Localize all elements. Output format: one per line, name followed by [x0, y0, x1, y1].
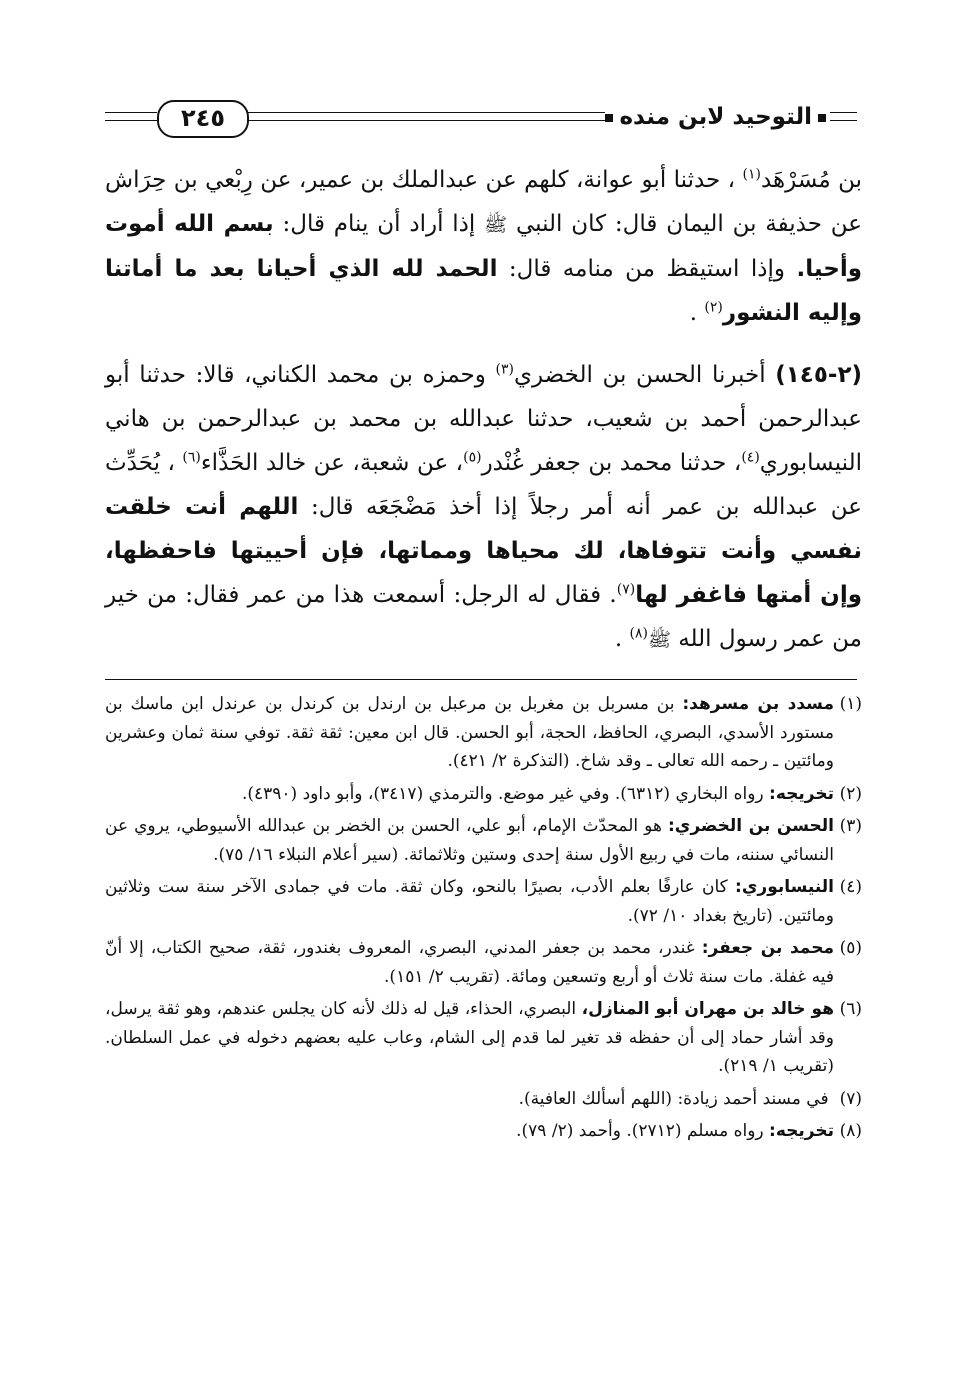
footnote-label: النيسابوري:	[735, 877, 835, 897]
hadith-text: بسم الله أموت وأحيا.	[105, 211, 863, 282]
square-ornament-icon	[605, 114, 613, 122]
footnote-number: (٣)	[839, 816, 862, 836]
footnote-text: هو المحدّث الإمام، أبو علي، الحسن بن الخضر بن عبدالله الأسيوطي، يروي عن النسائي سننه، مات في ربيع الأول سنة إحدى وستين وثلاثمائة. (سير أعلام النبلاء ١٦/ ٧٥).	[105, 816, 834, 865]
footnote-number: (٤)	[839, 877, 863, 897]
footnote-number: (٨)	[839, 1121, 862, 1141]
footnote-text: في مسند أحمد زيادة: (اللهم أسألك العافية).	[518, 1088, 829, 1109]
header-rule-mid-bottom	[245, 120, 605, 121]
footnote-text: رواه مسلم (٢٧١٢). وأحمد (٢/ ٧٩).	[516, 1121, 764, 1141]
header-rule-mid-top	[245, 112, 605, 113]
footnote-label: تخريجه:	[769, 1121, 834, 1141]
footnote-text: كان عارفًا بعلم الأدب، بصيرًا بالنحو، وكان ثقة. مات في جمادى الآخر سنة ست وثلاثين ومائتين. (تاريخ بغداد ١٠/ ٧٢).	[105, 877, 834, 926]
footnote-text: البصري، الحذاء، قيل له ذلك لأنه كان يجلس عندهم، وهو ثقة يرسل، وقد أشار حماد إلى أن حفظه قد تغير لما قدم إلى الشام، وعاب عليه بعضهم دخوله في عمل السلطان. (تقريب ١/ ٢١٩).	[105, 999, 834, 1076]
text-run: بن مُسَرْهَد	[760, 167, 863, 193]
footnote-ref: (٥)	[463, 449, 482, 466]
footnote-number: (٥)	[839, 938, 862, 958]
footnote-7	[105, 1085, 862, 1114]
footnote-ref: (٧)	[616, 581, 636, 598]
footnote-ref: (٢)	[704, 299, 723, 316]
footnote-ref: (٦)	[182, 449, 201, 466]
running-title-text: التوحيد لابن منده	[619, 104, 812, 130]
page-number: ٢٤٥	[157, 100, 249, 138]
footnote-ref: (١)	[742, 166, 761, 183]
text-run: .	[689, 300, 698, 326]
footnote-separator	[105, 679, 857, 680]
footnote-label: محمد بن جعفر:	[701, 938, 834, 958]
text-run: ، يُحَدِّث عن عبدالله بن عمر أنه أمر رجلاً إذا أخذ مَضْجَعَه قال:	[105, 450, 862, 520]
footnote-3	[105, 812, 862, 869]
square-ornament-icon	[818, 114, 826, 122]
text-run: وحمزه بن محمد الكناني، قالا: حدثنا أبو عبدالرحمن أحمد بن شعيب، حدثنا عبدالله بن محمد بن عبدالرحمن بن هاني النيسابوري	[105, 362, 862, 476]
footnote-label: هو خالد بن مهران أبو المنازل،	[581, 999, 835, 1019]
text-run: . فقال له الرجل: أسمعت هذا من عمر فقال: من خير من عمر رسول الله	[105, 582, 862, 652]
text-run: ، حدثنا محمد بن جعفر غُنْدر	[481, 450, 742, 476]
salutation-glyph: ﷺ	[484, 214, 508, 236]
running-title	[599, 102, 832, 132]
footnote-6	[105, 995, 862, 1081]
salutation-glyph: ﷺ	[647, 629, 671, 651]
paragraph-2	[105, 353, 862, 662]
footnote-number: (٦)	[839, 999, 863, 1019]
text-run: إذا أراد أن ينام قال:	[282, 211, 476, 237]
header-rule-right-top	[830, 112, 857, 113]
footnote-number: (١)	[839, 694, 862, 714]
footnote-2	[105, 780, 862, 809]
text-run: .	[614, 626, 623, 652]
footnote-label: تخريجه:	[769, 783, 834, 804]
text-run: وإذا استيقظ من منامه قال:	[508, 256, 786, 282]
footnote-text: رواه البخاري (٦٣١٢). وفي غير موضع. والترمذي (٣٤١٧)، وأبو داود (٤٣٩٠).	[241, 783, 764, 804]
footnote-5	[105, 934, 862, 991]
paragraph-1	[105, 158, 862, 335]
header-rule-left-bottom	[105, 120, 157, 121]
footnote-text: بن مسربل بن مغربل بن مرعبل بن ارندل بن كرندل بن عرندل ابن ماسك بن مستورد الأسدي، البصري، الحافظ، الحجة، أبو الحسن. قال ابن معين: ثقة ثقة. توفي سنة ثمان وعشرين ومائتين ـ رحمه الله تعالى ـ وقد شاخ. (التذكرة ٢/ ٤٢١).	[105, 694, 834, 771]
footnote-ref: (٤)	[741, 449, 760, 466]
hadith-number: (٢-١٤٥)	[775, 362, 862, 388]
footnote-ref: (٣)	[495, 361, 514, 378]
hadith-text: الحمد لله الذي أحيانا بعد ما أماتنا وإليه النشور	[105, 256, 862, 326]
main-text	[105, 158, 862, 662]
footnote-label: الحسن بن الخضري:	[667, 816, 834, 836]
footnote-1	[105, 690, 862, 776]
footnotes	[105, 690, 862, 1150]
footnote-8	[105, 1117, 862, 1146]
text-run: ، عن شعبة، عن خالد الحَذَّاء	[200, 450, 464, 476]
footnote-4	[105, 873, 862, 930]
footnote-number: (٢)	[839, 783, 862, 804]
text-run: أخبرنا الحسن بن الخضري	[513, 362, 766, 388]
footnote-ref: (٨)	[629, 625, 648, 642]
text-run: ، حدثنا أبو عوانة، كلهم عن عبدالملك بن عمير، عن رِبْعي بن حِرَاش عن حذيفة بن اليمان قال: كان النبي	[105, 167, 863, 237]
hadith-text: اللهم أنت خلقت نفسي وأنت تتوفاها، لك محياها ومماتها، فإن أحييتها فاحفظها، وإن أمتها فاغفر لها	[105, 494, 862, 608]
footnote-label: مسدد بن مسرهد:	[682, 694, 834, 714]
header-rule-left-top	[105, 112, 157, 113]
footnote-number: (٧)	[839, 1088, 862, 1109]
footnote-text: غندر، محمد بن جعفر المدني، البصري، المعروف بغندور، ثقة، صحيح الكتاب، إلا أنّ فيه غفلة. مات سنة ثلاث أو أربع وتسعين ومائة. (تقريب ٢/ ١٥١).	[105, 938, 834, 987]
header-rule-right-bottom	[830, 120, 857, 121]
